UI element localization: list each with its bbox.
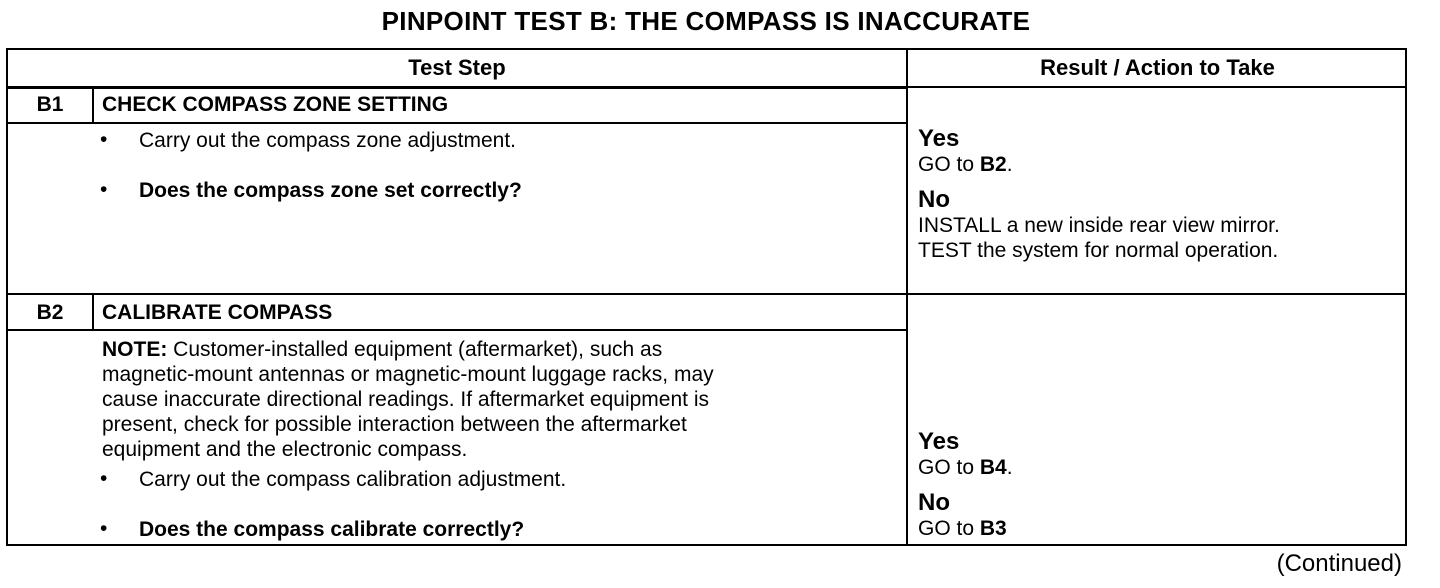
b2-yes-label: Yes [918, 428, 960, 455]
continued-label: (Continued) [1276, 550, 1402, 577]
page-title: PINPOINT TEST B: THE COMPASS IS INACCURATE [381, 6, 1031, 36]
step-id-b1: B1 [36, 93, 64, 116]
b2-no-prefix: GO to [918, 517, 980, 540]
b2-note-line1 [102, 337, 662, 362]
b2-yes-prefix: GO to [918, 456, 980, 479]
b1-yes-prefix: GO to [918, 153, 980, 176]
b2-no-action [918, 516, 1007, 541]
b1-instruction: Carry out the compass zone adjustment. [139, 129, 517, 152]
b2-note-line5: equipment and the electronic compass. [102, 438, 468, 461]
b1-heading-bottom [8, 122, 906, 124]
b2-note-text-1: Customer-installed equipment (aftermarket), such as [167, 338, 663, 361]
bullet-b2-1: • [100, 467, 108, 490]
step-heading-b2: CALIBRATE COMPASS [102, 301, 333, 324]
b2-yes-suffix: . [1006, 456, 1013, 479]
b2-question: Does the compass calibrate correctly? [139, 518, 525, 541]
b2-no-label: No [918, 489, 950, 516]
b1-no-action-line1: INSTALL a new inside rear view mirror. [918, 214, 1280, 237]
b2-note-line2: magnetic-mount antennas or magnetic-mount luggage racks, may [102, 363, 714, 386]
b1-question: Does the compass zone set correctly? [139, 179, 522, 202]
b1-heading-top [8, 88, 906, 89]
b2-note-line3: cause inaccurate directional readings. If aftermarket equipment is [102, 388, 709, 411]
b2-yes-action [918, 455, 1013, 480]
b2-id-divider [92, 295, 94, 331]
column-divider [906, 50, 908, 546]
b2-no-target: B3 [979, 517, 1007, 540]
b1-yes-action [918, 152, 1013, 177]
step-id-b2: B2 [36, 301, 64, 324]
bullet-b2-2: • [100, 517, 108, 540]
b1-b2-divider [8, 293, 1407, 295]
bullet-b1-1: • [100, 128, 108, 151]
bullet-b1-2: • [100, 178, 108, 201]
b1-no-label: No [918, 186, 950, 213]
b2-note-line4: present, check for possible interaction between the aftermarket [102, 413, 687, 436]
header-test-step: Test Step [408, 55, 506, 80]
b2-note-label: NOTE: [102, 338, 168, 361]
b2-heading-bottom [8, 329, 906, 331]
b1-no-action-line2: TEST the system for normal operation. [918, 239, 1279, 262]
b1-id-divider [92, 88, 94, 124]
b2-yes-target: B4 [979, 456, 1007, 479]
pinpoint-test-table [6, 48, 1407, 546]
b1-yes-label: Yes [918, 125, 960, 152]
b2-instruction: Carry out the compass calibration adjustment. [139, 468, 567, 491]
step-heading-b1: CHECK COMPASS ZONE SETTING [102, 93, 449, 116]
header-result-action: Result / Action to Take [1040, 55, 1275, 80]
b1-yes-suffix: . [1006, 153, 1013, 176]
b1-yes-target: B2 [979, 153, 1007, 176]
